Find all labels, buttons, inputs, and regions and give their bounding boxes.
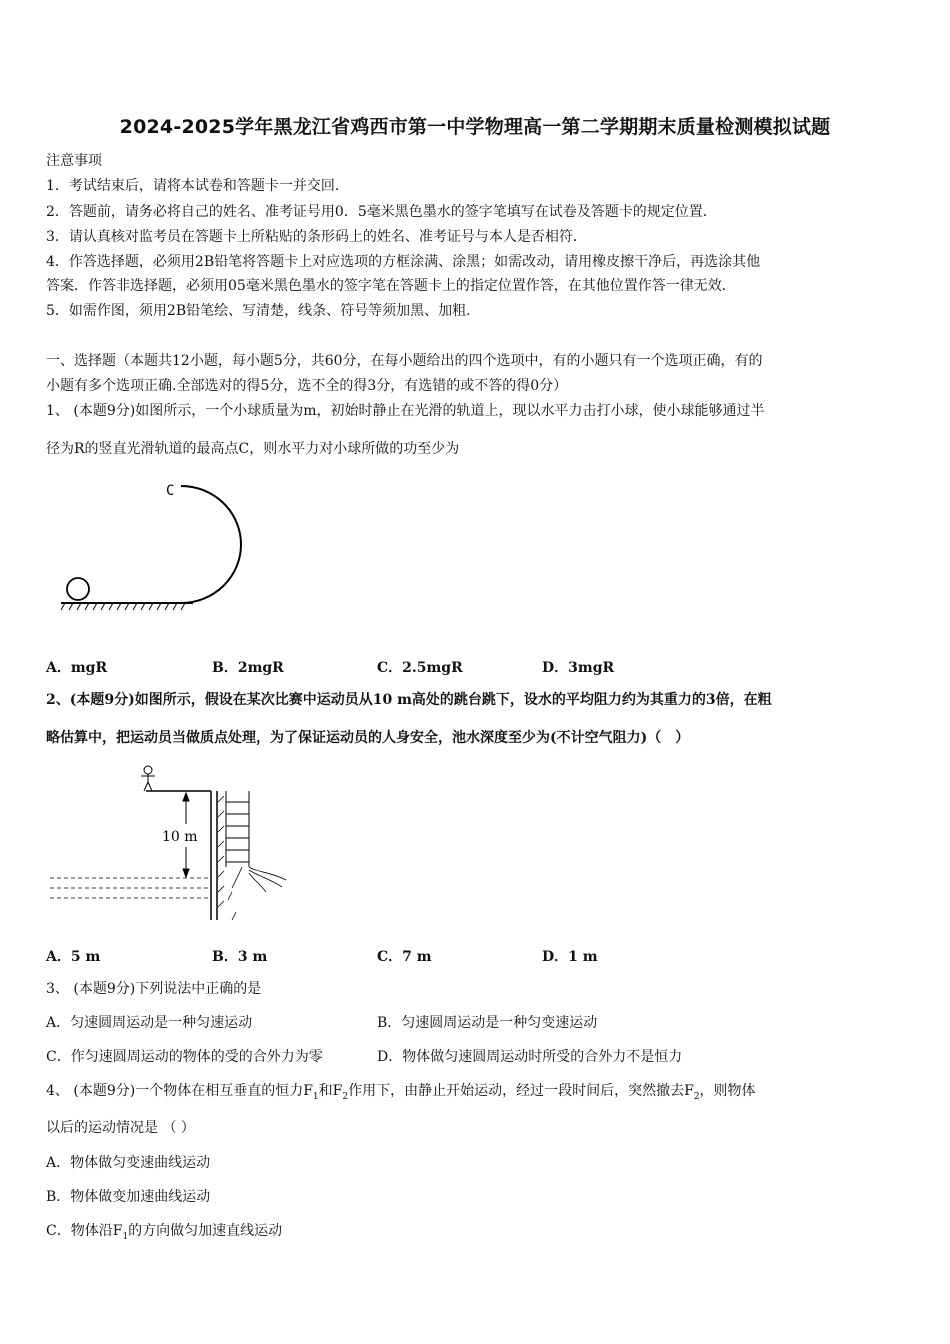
q1-option-d[interactable]: D．3mgR	[542, 660, 615, 676]
q1-track-figure	[55, 476, 255, 616]
q3-option-d[interactable]: D．物体做匀速圆周运动时所受的合外力不是恒力	[377, 1049, 683, 1065]
q4-option-b[interactable]: B．物体做变加速曲线运动	[46, 1189, 211, 1205]
q4-stem-part3: 作用下，由静止开始运动，经过一段时间后，突然撤去F	[348, 1083, 694, 1099]
q2-stem-line2: 略估算中，把运动员当做质点处理，为了保证运动员的人身安全，池水深度至少为(不计空气阻力)（ ）	[46, 730, 690, 746]
q2-water-lines	[50, 878, 211, 898]
q2-diving-figure	[46, 762, 296, 927]
q3-stem: 3、 (本题9分)下列说法中正确的是	[46, 981, 262, 997]
q2-option-d[interactable]: D．1 m	[542, 949, 598, 965]
q1-point-c-label: C	[166, 483, 175, 499]
q4-option-c-part1: C．物体沿F	[46, 1223, 123, 1239]
section-intro-line2: 小题有多个选项正确.全部选对的得5分，选不全的得3分，有选错的或不答的得0分）	[46, 378, 568, 394]
q2-option-a[interactable]: A．5 m	[46, 949, 101, 965]
q3-option-c[interactable]: C．作匀速圆周运动的物体的受的合外力为零	[46, 1049, 323, 1065]
q4-stem-part2: 和F	[318, 1083, 343, 1099]
q1-stem-line1: 1、 (本题9分)如图所示，一个小球质量为m，初始时静止在光滑的轨道上，现以水平力击打小球，使小球能够通过半	[46, 403, 765, 419]
notice-item-5: 5．如需作图，须用2B铅笔绘、写清楚，线条、符号等须加黑、加粗．	[46, 303, 481, 319]
q2-ladder	[226, 791, 249, 867]
q1-ball	[67, 578, 89, 600]
notice-item-4-cont: 答案．作答非选择题，必须用05毫米黑色墨水的签字笔在答题卡上的指定位置作答，在其他位置作答一律无效．	[46, 278, 736, 294]
q2-grass	[228, 867, 286, 920]
q4-stem-line1	[46, 1082, 756, 1106]
q4-option-c-part2: 的方向做匀加速直线运动	[128, 1223, 283, 1239]
q2-option-c[interactable]: C．7 m	[377, 949, 432, 965]
q4-sub-f2: 2	[342, 1091, 349, 1102]
q4-option-c[interactable]	[46, 1222, 282, 1246]
q4-sub-f1: 1	[312, 1091, 319, 1102]
notice-heading: 注意事项	[46, 153, 102, 169]
q1-stem-line2: 径为R的竖直光滑轨道的最高点C，则水平力对小球所做的功至少为	[46, 441, 460, 457]
notice-item-2: 2．答题前，请务必将自己的姓名、准考证号用0．5毫米黑色墨水的签字笔填写在试卷及答题卡的规定位置．	[46, 204, 717, 220]
q2-height-label: 10 m	[162, 829, 198, 845]
q3-option-a[interactable]: A．匀速圆周运动是一种匀速运动	[46, 1015, 253, 1031]
q1-option-c[interactable]: C．2.5mgR	[377, 660, 463, 676]
q4-option-a[interactable]: A．物体做匀变速曲线运动	[46, 1155, 211, 1171]
notice-item-1: 1．考试结束后，请将本试卷和答题卡一并交回．	[46, 178, 349, 194]
q4-stem-part4: ，则物体	[699, 1083, 756, 1099]
notice-item-4: 4．作答选择题，必须用2B铅笔将答题卡上对应选项的方框涂满、涂黑；如需改动，请用橡皮擦干净后，再选涂其他	[46, 254, 761, 270]
q3-option-b[interactable]: B．匀速圆周运动是一种匀变速运动	[377, 1015, 598, 1031]
q2-stem-line1: 2、(本题9分)如图所示，假设在某次比赛中运动员从10 m高处的跳台跳下，设水的平均阻力约为其重力的3倍，在粗	[46, 692, 772, 708]
page-title: 2024-2025学年黑龙江省鸡西市第一中学物理高一第二学期期末质量检测模拟试题	[119, 116, 831, 138]
section-intro-line1: 一、选择题（本题共12小题，每小题5分，共60分，在每小题给出的四个选项中，有的小题只有一个选项正确，有的	[46, 353, 763, 369]
q2-diver-icon	[141, 766, 155, 791]
q1-option-a[interactable]: A．mgR	[46, 660, 108, 676]
notice-item-3: 3．请认真核对监考员在答题卡上所粘贴的条形码上的姓名、准考证号与本人是否相符．	[46, 229, 587, 245]
q4-stem-part1: 4、 (本题9分)一个物体在相互垂直的恒力F	[46, 1083, 313, 1099]
q2-option-b[interactable]: B．3 m	[212, 949, 268, 965]
q1-ground-hatch	[61, 603, 185, 610]
q4-option-c-sub: 1	[122, 1231, 129, 1242]
q4-sub-f2-second: 2	[693, 1091, 700, 1102]
q1-semicircle-track	[181, 486, 241, 603]
q4-stem-line2: 以后的运动情况是 （ ）	[46, 1120, 195, 1136]
q2-wall-hatch	[218, 796, 224, 907]
q1-option-b[interactable]: B．2mgR	[212, 660, 284, 676]
